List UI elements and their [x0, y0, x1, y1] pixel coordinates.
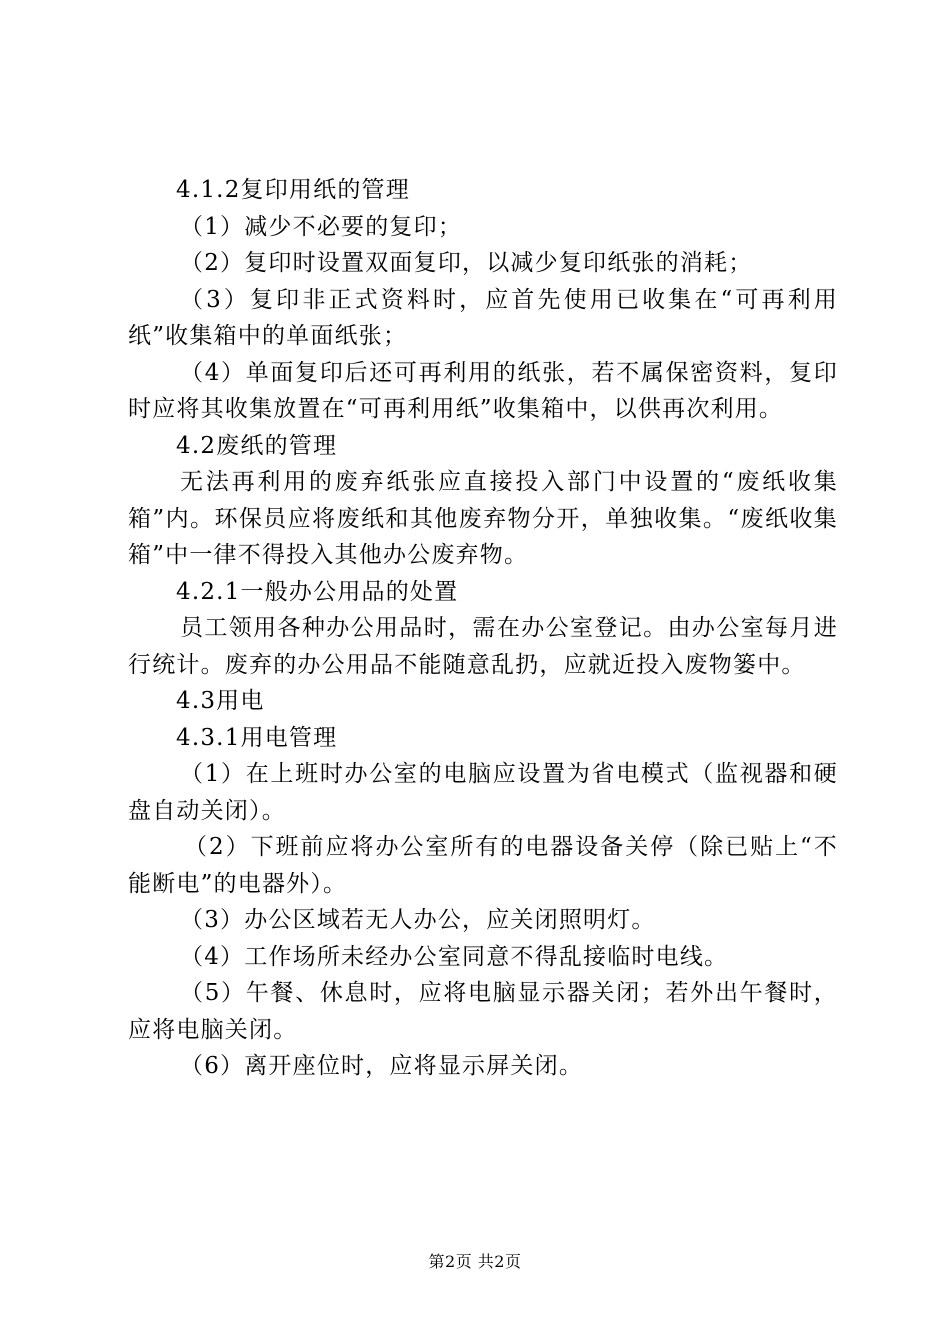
paragraph: 无法再利用的废弃纸张应直接投入部门中设置的“废纸收集箱”内。环保员应将废纸和其他废弃物分开，单独收集。“废纸收集箱”中一律不得投入其他办公废弃物。 [128, 469, 838, 568]
paragraph: （6）离开座位时，应将显示屏关闭。 [180, 1053, 584, 1079]
paragraph: （4）工作场所未经办公室同意不得乱接临时电线。 [180, 943, 729, 970]
section-heading: 4.2废纸的管理 [176, 432, 338, 459]
paragraph: （5）午餐、休息时，应将电脑显示器关闭；若外出午餐时，应将电脑关闭。 [128, 980, 838, 1043]
section-heading: 4.2.1一般办公用品的处置 [176, 578, 459, 605]
section-heading: 4.3.1用电管理 [176, 724, 338, 751]
paragraph: （3）复印非正式资料时，应首先使用已收集在“可再利用纸”收集箱中的单面纸张； [128, 286, 838, 349]
paragraph: （4）单面复印后还可再利用的纸张，若不属保密资料，复印时应将其收集放置在“可再利用纸”收集箱中，以供再次利用。 [128, 359, 838, 422]
document-body [128, 172, 838, 1085]
paragraph: （1）减少不必要的复印； [180, 213, 463, 240]
paragraph: （2）复印时设置双面复印，以减少复印纸张的消耗； [180, 250, 753, 276]
section-heading: 4.1.2复印用纸的管理 [176, 177, 410, 203]
page-number-label: 第2页 共2页 [428, 1252, 522, 1271]
paragraph: 员工领用各种办公用品时，需在办公室登记。由办公室每月进行统计。废弃的办公用品不能随意乱扔，应就近投入废物篓中。 [128, 615, 838, 678]
section-heading: 4.3用电 [176, 688, 265, 714]
paragraph: （3）办公区域若无人办公，应关闭照明灯。 [180, 907, 656, 933]
paragraph: （2）下班前应将办公室所有的电器设备关停（除已贴上“不能断电”的电器外）。 [128, 834, 838, 897]
page-footer [0, 1252, 950, 1272]
paragraph: （1）在上班时办公室的电脑应设置为省电模式（监视器和硬盘自动关闭）。 [128, 761, 838, 824]
